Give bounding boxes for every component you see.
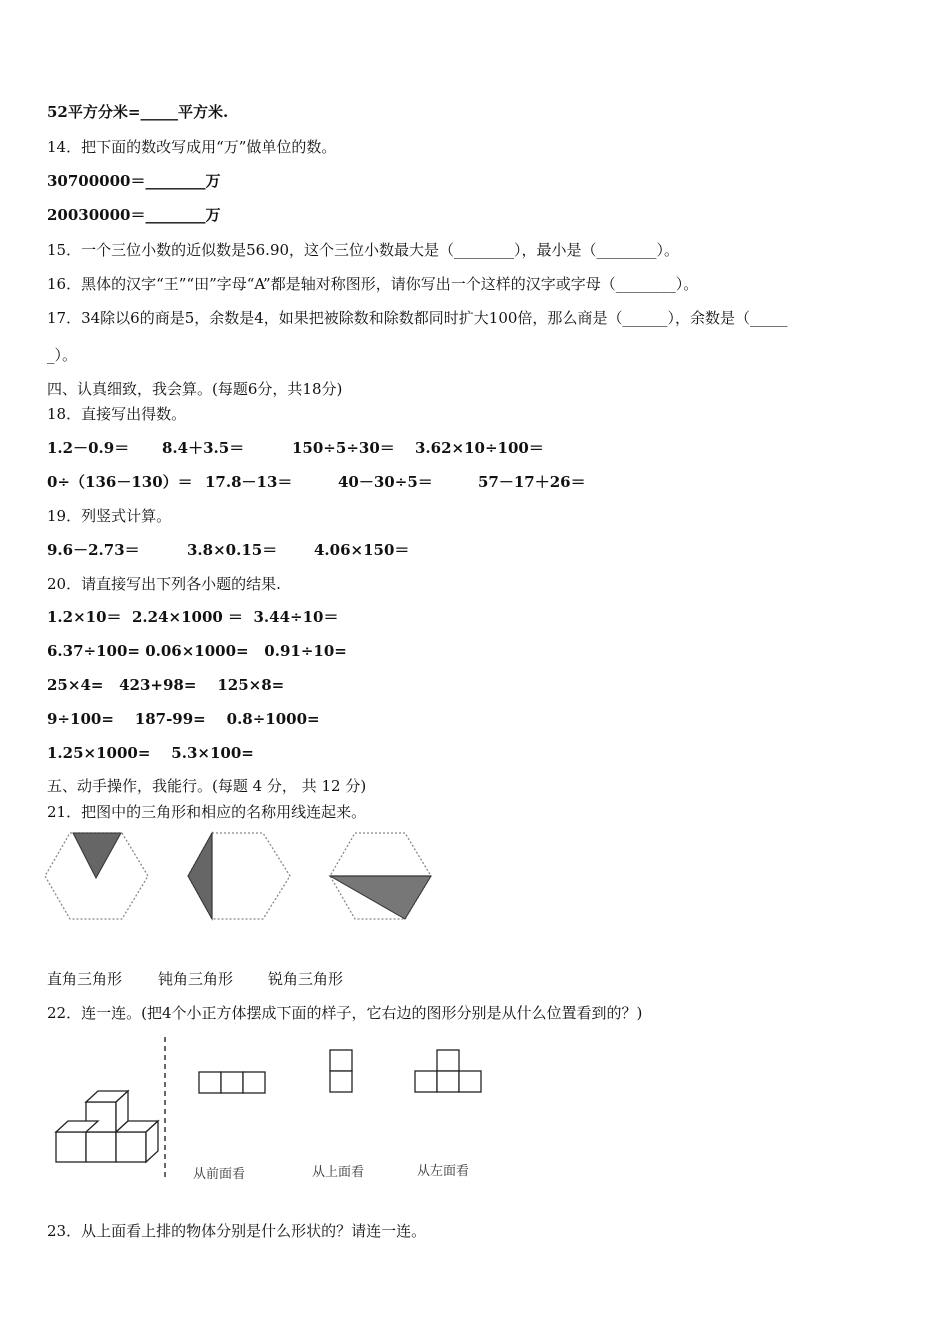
q21-title: 21．把图中的三角形和相应的名称用线连起来。 — [47, 803, 367, 821]
q20-row-3: 25×4= 423+98= 125×8= — [47, 676, 285, 694]
q18-r1-c4: 3.62×10÷100＝ — [415, 439, 544, 457]
cube-stack — [56, 1091, 158, 1162]
q18-r2-c2: 17.8－13＝ — [205, 473, 293, 491]
top-view-shape — [330, 1050, 352, 1092]
q21-name-right: 直角三角形 — [47, 970, 123, 988]
view-label-front: 从前面看 — [193, 1167, 246, 1182]
q21-figures — [45, 830, 455, 925]
q22-title: 22．连一连。(把4个小正方体摆成下面的样子，它右边的图形分别是从什么位置看到的？) — [47, 1004, 643, 1022]
q20-row-2: 6.37÷100= 0.06×1000= 0.91÷10= — [47, 642, 347, 660]
q13-tail: 52平方分米=_____平方米. — [47, 103, 229, 121]
q15: 15．一个三位小数的近似数是56.90，这个三位小数最大是（________），最小是（________）。 — [47, 241, 680, 259]
section-5-heading: 五、动手操作，我能行。(每题 4 分， 共 12 分) — [47, 777, 367, 795]
view-label-left: 从左面看 — [417, 1164, 470, 1179]
left-view-shape — [415, 1050, 481, 1092]
q17-line-1: 17．34除以6的商是5，余数是4，如果把被除数和除数都同时扩大100倍，那么商是（______），余数是（_____ — [47, 309, 788, 327]
q14-item-2: 20030000＝________万 — [47, 206, 221, 224]
q18-r1-c3: 150÷5÷30＝ — [292, 439, 395, 457]
q18-r1-c1: 1.2－0.9＝ — [47, 439, 130, 457]
q18-r2-c4: 57－17＋26＝ — [478, 473, 586, 491]
q17-line-2: _）。 — [47, 346, 78, 364]
q14-title: 14．把下面的数改写成用“万”做单位的数。 — [47, 138, 337, 156]
q21-name-acute: 锐角三角形 — [268, 970, 344, 988]
q20-row-4: 9÷100= 187-99= 0.8÷1000= — [47, 710, 320, 728]
q20-title: 20．请直接写出下列各小题的结果. — [47, 575, 281, 593]
q14-item-1: 30700000＝________万 — [47, 172, 221, 190]
q16: 16．黑体的汉字“王”“田”字母“A”都是轴对称图形，请你写出一个这样的汉字或字母（________）。 — [47, 275, 699, 293]
q18-r2-c3: 40－30÷5＝ — [338, 473, 433, 491]
hexagon-obtuse-triangle — [188, 833, 290, 919]
hexagon-right-triangle — [45, 833, 148, 919]
q21-name-obtuse: 钝角三角形 — [158, 970, 234, 988]
q19-c2: 3.8×0.15＝ — [187, 541, 278, 559]
q19-c1: 9.6－2.73＝ — [47, 541, 140, 559]
q23: 23．从上面看上排的物体分别是什么形状的？请连一连。 — [47, 1222, 427, 1240]
q18-title: 18．直接写出得数。 — [47, 405, 187, 423]
front-view-shape — [199, 1072, 265, 1093]
hexagon-acute-triangle — [330, 833, 431, 919]
q18-r2-c1: 0÷（136－130）＝ — [47, 473, 193, 491]
q19-title: 19．列竖式计算。 — [47, 507, 172, 525]
view-label-top: 从上面看 — [312, 1165, 365, 1180]
q20-row-1: 1.2×10＝ 2.24×1000 ＝ 3.44÷10＝ — [47, 608, 339, 626]
section-4-heading: 四、认真细致，我会算。(每题6分，共18分) — [47, 380, 343, 398]
q20-row-5: 1.25×1000= 5.3×100= — [47, 744, 254, 762]
q18-r1-c2: 8.4＋3.5＝ — [162, 439, 245, 457]
q19-c3: 4.06×150＝ — [314, 541, 410, 559]
